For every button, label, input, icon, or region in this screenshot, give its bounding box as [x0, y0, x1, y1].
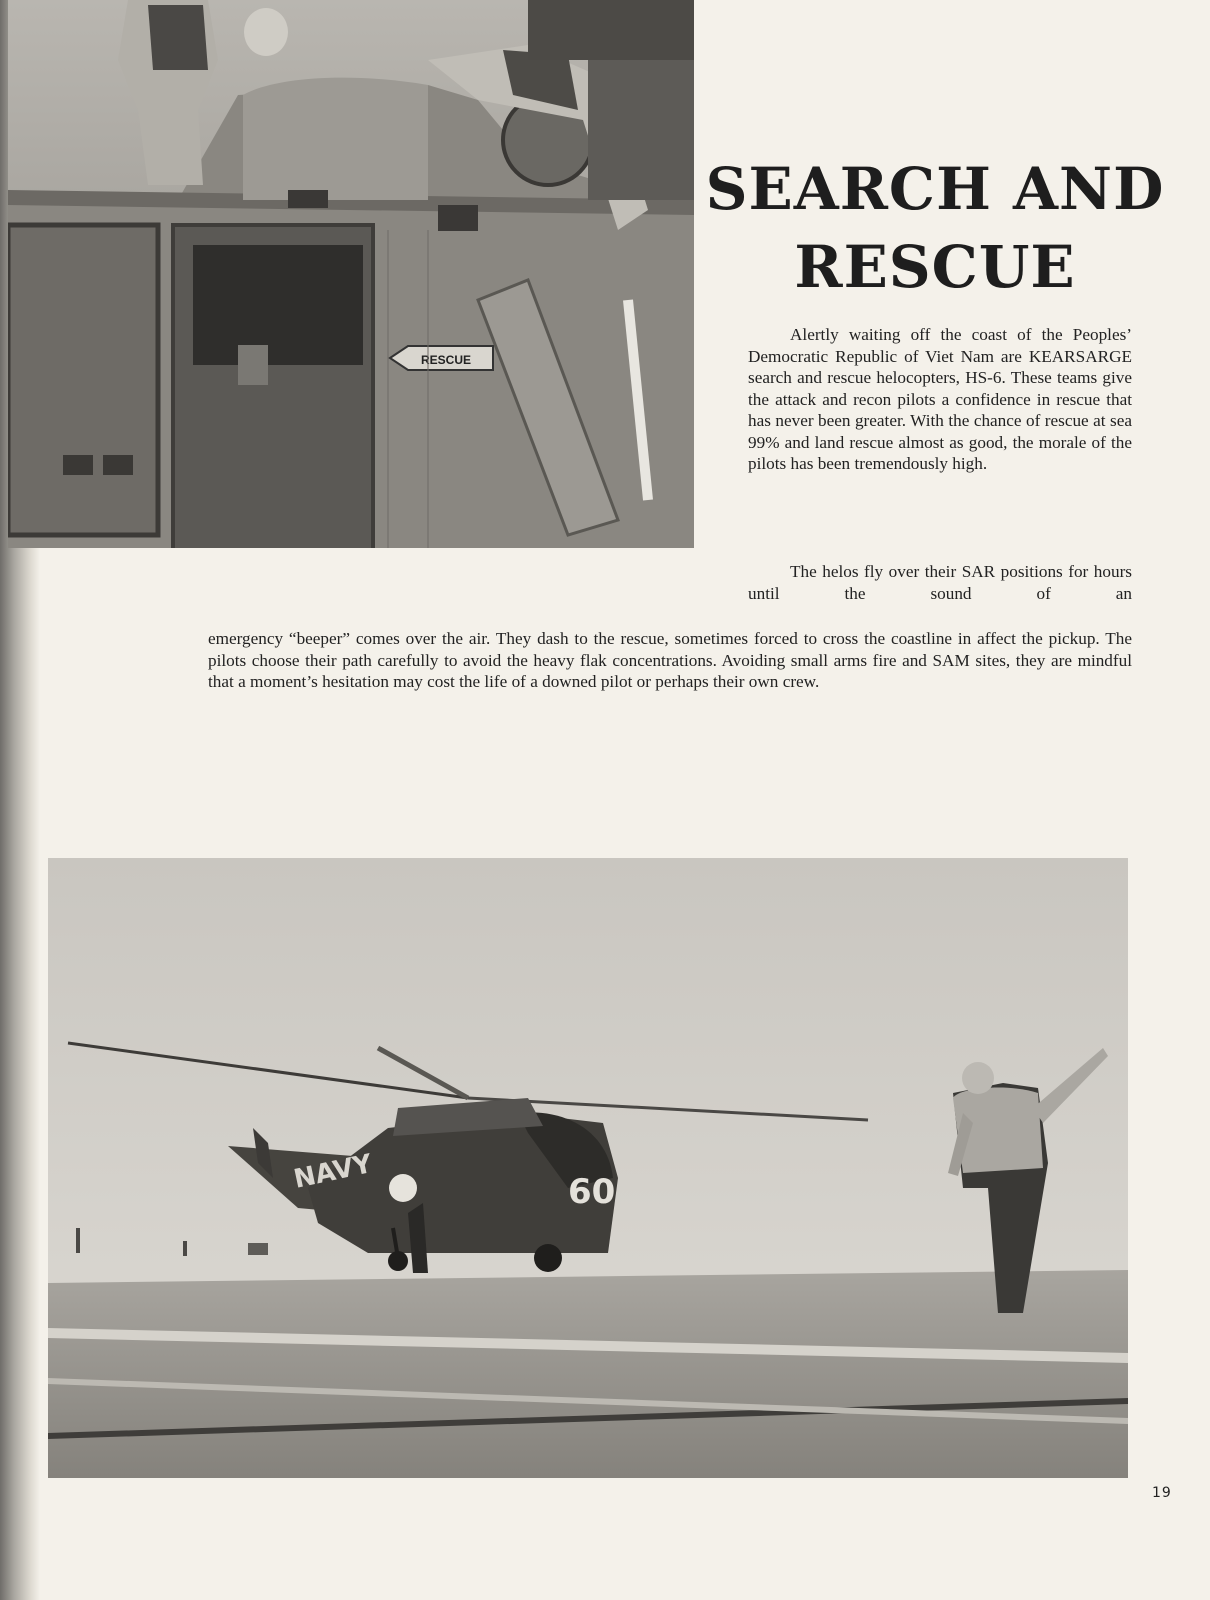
helicopter-deck-photo [48, 858, 1128, 1478]
title-line-2: RESCUE [794, 233, 1076, 301]
title-line-1: SEARCH AND [705, 155, 1165, 223]
helicopter-maintenance-photo [8, 0, 694, 548]
body-paragraph-1: Alertly waiting off the coast of the Peoples’ Democratic Republic of Viet Nam are KEARSARGE search and rescue helocopters, HS-6. These teams give the attack and recon pilots a confidence in rescue that has never been greater. With the chance of rescue at sea 99% and land rescue almost as good, the morale of the pilots has been tremendously high. [748, 325, 1132, 473]
helicopter-number-marking: 60 [568, 1172, 616, 1212]
rescue-label: RESCUE [420, 353, 472, 367]
helicopter-navy-marking: NAVY [291, 1149, 375, 1195]
body-paragraph-2-start: The helos fly over their SAR positions for hours until the sound of an [748, 562, 1132, 603]
body-paragraph-2-continued: emergency “beeper” comes over the air. They dash to the rescue, sometimes forced to cross the coastline in affect the pickup. The pilots choose their path carefully to avoid the heavy flak concentrations. Avoiding small arms fire and SAM sites, they are mindful that a moment’s hesitation may cost the life of a downed pilot or perhaps their own crew. [208, 629, 1132, 691]
page-number: 19 [1152, 1485, 1172, 1501]
page-title [700, 150, 1170, 306]
